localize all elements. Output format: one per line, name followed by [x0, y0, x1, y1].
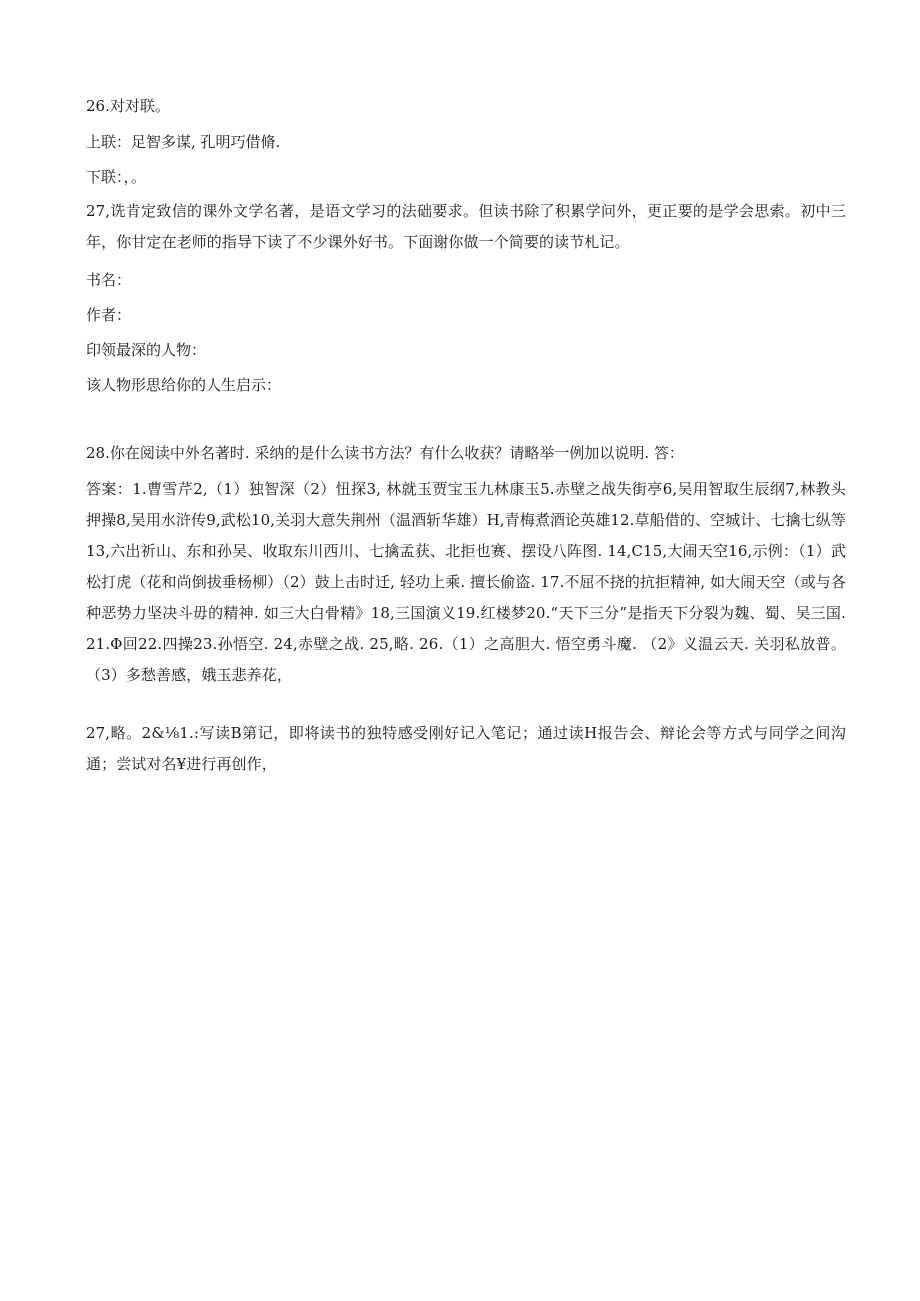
q26-title: 26.对对联。: [86, 97, 170, 115]
q28-prompt: 28.你在阅读中外名著时. 采纳的是什么读书方法？有什么收获？请略举一例加以说明. 答：: [86, 444, 684, 462]
answer-key-continued: 27,略。2&⅛1.:写读B第记，即将读书的独特感受刚好记入笔记；通过读H报告会、辩论会等方式与同学之间沟通；尝试对名¥进行再创作，: [86, 724, 846, 773]
q26-lower-couplet: 下联：，。: [86, 168, 147, 186]
q27-life-inspiration: 该人物形思给你的人生启示：: [86, 376, 282, 394]
q27-most-impressive-character: 印领最深的人物：: [86, 341, 207, 359]
q27-book-name: 书名：: [86, 271, 132, 289]
q26-upper-couplet: 上联：足智多谋, 孔明巧借脩.: [86, 133, 281, 151]
q27-prompt: 27,诜肯定致信的课外文学名著，是语文学习的法础要求。但读书除了积累学问外，更正要的是学会思索。初中三年，你甘定在老师的指导下读了不少课外好书。下面谢你做一个简要的读节札记。: [86, 202, 846, 251]
q27-author: 作者：: [86, 306, 132, 324]
answer-key: 答案：1.曹雪芹2,（1）独智深（2）忸探3, 林就玉贾宝玉九林康玉5.赤壁之战失街亭6,吴用智取生辰纲7,林教头押操8,吴用水浒传9,武松10,关羽大意失荆州（温酒斩华雄）H,青梅煮酒论英雄12.草船借的、空城计、七擒七纵等13,六出祈山、东和孙吴、收取东川西川、七擒孟获、北拒也赛、摆设八阵图. 14,C15,大闹天空16,示例：（1）武松打虎（花和尚倒拔垂杨柳）（2）鼓上击时迁, 轻功上乘. 擅长偷盗. 17.不屈不挠的抗拒精神, 如大闹天空（或与各种恶势力坚决斗毋的精神. 如三大白骨精》18,三国演义19.红楼梦20.“天下三分”是指天下分裂为魏、蜀、吴三国. 21.Φ回22.四操23.孙悟空. 24,赤壁之战. 25,略. 26.（1）之高胆大. 悟空勇斗魔. （2》义温云天. 关羽私放普。（3）多愁善感，娥玉悲养花，: [86, 480, 846, 684]
